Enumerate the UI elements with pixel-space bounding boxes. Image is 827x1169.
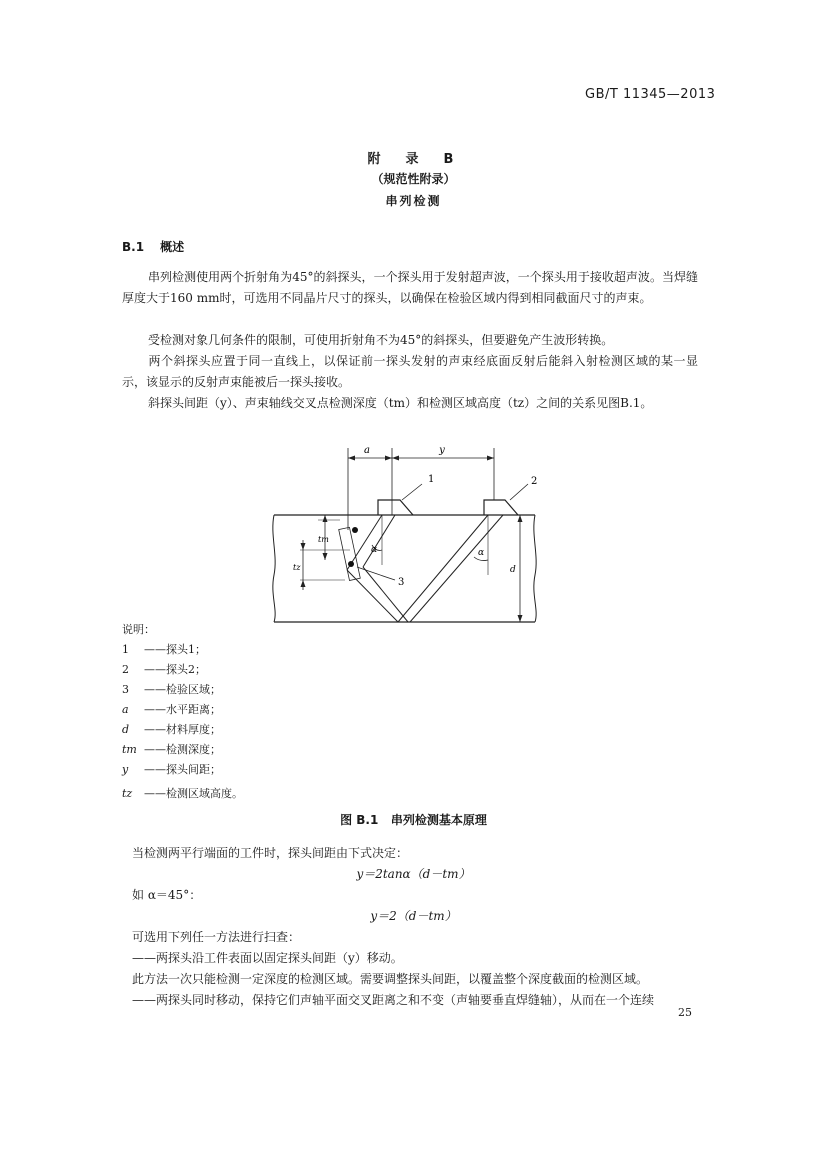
- beam-1-edge-d: [363, 567, 408, 622]
- legend-item: a ——水平距离；: [122, 703, 221, 716]
- label-d: d: [510, 565, 516, 575]
- figure-caption: [0, 811, 827, 828]
- text-method-1-note: 此方法一次只能检测一定深度的检测区域。需要调整探头间距，以覆盖整个深度截面的检测区域。: [132, 972, 649, 986]
- section-number: B.1: [122, 240, 145, 254]
- beam-1-edge-c: [347, 570, 398, 622]
- beam-2-edge-a: [398, 515, 488, 622]
- break-line-right: [534, 515, 536, 622]
- text-if-alpha: 如 α＝45°：: [132, 888, 202, 902]
- legend-item: tz ——检测区域高度。: [122, 787, 243, 800]
- paragraph-2: 受检测对象几何条件的限制，可使用折射角不为45°的斜探头，但要避免产生波形转换。: [148, 333, 614, 347]
- annex-name: 串列检测: [385, 194, 442, 208]
- annex-title: 附 录 B: [367, 152, 460, 167]
- figure-title: 串列检测基本原理: [390, 813, 487, 827]
- text-condition: 当检测两平行端面的工件时，探头间距由下式决定：: [132, 846, 409, 860]
- indication-upper: [352, 527, 358, 533]
- label-probe-1: 1: [428, 474, 435, 485]
- standard-number: GB/T 11345—2013: [585, 87, 716, 102]
- label-probe-2: 2: [531, 476, 538, 487]
- page-number: 25: [678, 1006, 692, 1019]
- indication-lower: [348, 561, 354, 567]
- label-alpha-2: α: [478, 548, 485, 558]
- legend-item: y ——探头间距；: [122, 763, 221, 776]
- formula-2: y＝2（d－tm）: [370, 909, 457, 923]
- section-title: 概述: [160, 240, 185, 254]
- legend-item: d ——材料厚度；: [122, 723, 221, 736]
- section-heading: [122, 238, 184, 255]
- figure-number: 图 B.1: [340, 813, 379, 827]
- label-zone-3: 3: [398, 577, 405, 588]
- legend-item: 3 ——检验区域；: [122, 683, 221, 696]
- label-alpha-1: α: [371, 545, 378, 555]
- probe-1-shape: [378, 500, 413, 515]
- text-method-2: ——两探头同时移动，保持它们声轴平面交叉距离之和不变（声轴要垂直焊缝轴），从而在一个连续: [132, 993, 655, 1007]
- paragraph-3: 两个斜探头应置于同一直线上，以保证前一探头发射的声束经底面反射后能斜入射检测区域的某一显示，该显示的反射声束能被后一探头接收。: [122, 354, 698, 389]
- beam-1-edge-b: [363, 515, 395, 567]
- probe-2-shape: [484, 500, 518, 515]
- beam-2-edge-b: [410, 515, 503, 622]
- annex-type: （规范性附录）: [371, 172, 456, 186]
- legend-item: 2 ——探头2；: [122, 663, 206, 676]
- legend-item: tm ——检测深度；: [122, 743, 221, 756]
- text-method-1: ——两探头沿工件表面以固定探头间距（y）移动。: [132, 951, 403, 965]
- label-a-top: a: [364, 445, 370, 456]
- legend-heading: 说明：: [122, 623, 155, 636]
- formula-1: y＝2tanα（d－tm）: [356, 867, 471, 881]
- legend-item: 1 ——探头1；: [122, 643, 206, 656]
- label-y-top: y: [439, 445, 445, 456]
- tandem-diagram: [260, 432, 560, 632]
- label-tm: tm: [318, 535, 329, 544]
- text-scan-methods: 可选用下列任一方法进行扫查：: [132, 930, 301, 944]
- label-tz: tz: [293, 563, 301, 572]
- paragraph-4: 斜探头间距（y）、声束轴线交叉点检测深度（tm）和检测区域高度（tz）之间的关系见图B.1。: [148, 396, 653, 410]
- paragraph-1: 串列检测使用两个折射角为45°的斜探头，一个探头用于发射超声波，一个探头用于接收超声波。当焊缝厚度大于160 mm时，可选用不同晶片尺寸的探头，以确保在检验区域内得到相同截面尺寸的声束。: [122, 270, 698, 305]
- break-line-left: [273, 515, 275, 622]
